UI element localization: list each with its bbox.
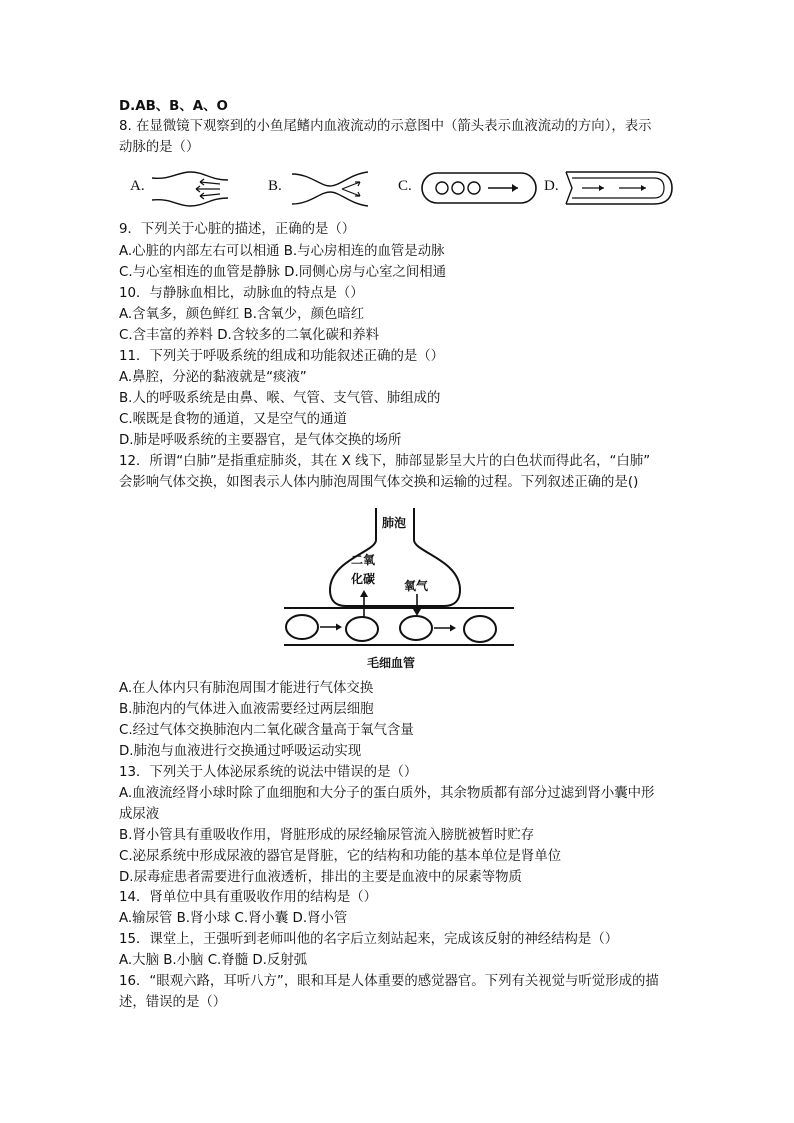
blood-cell-3 [400, 616, 432, 640]
q10-options-1: A.含氧多，颜色鲜红 B.含氧少，颜色暗红 [119, 307, 365, 322]
blood-cell-1 [286, 615, 318, 639]
fig8-vessel-c [420, 170, 540, 206]
fig8-label-c: C. [398, 178, 412, 194]
q11-option-d: D.肺是呼吸系统的主要器官，是气体交换的场所 [119, 433, 402, 448]
q13-option-b: B.肾小管具有重吸收作用，肾脏形成的尿经输尿管流入膀胱被暂时贮存 [119, 828, 535, 843]
q14-options: A.输尿管 B.肾小球 C.肾小囊 D.肾小管 [119, 911, 348, 926]
q10-stem: 10．与静脉血相比，动脉血的特点是（） [119, 286, 364, 301]
q12-option-a: A.在人体内只有肺泡周围才能进行气体交换 [119, 681, 374, 696]
capillary-label: 毛细血管 [367, 656, 416, 670]
q12-option-b: B.肺泡内的气体进入血液需要经过两层细胞 [119, 702, 374, 717]
q15-stem: 15．课堂上，王强听到老师叫他的名字后立刻站起来，完成该反射的神经结构是（） [119, 932, 619, 947]
fig8-label-a: A. [130, 178, 145, 194]
q12-option-c: C.经过气体交换肺泡内二氧化碳含量高于氧气含量 [119, 723, 414, 738]
q12-stem-line-2: 会影响气体交换，如图表示人体内肺泡周围气体交换和运输的过程。下列叙述正确的是() [119, 475, 639, 490]
q11-option-c: C.喉既是食物的通道，又是空气的通道 [119, 412, 347, 427]
q10-options-2: C.含丰富的养料 D.含较多的二氧化碳和养料 [119, 328, 380, 343]
fig8-label-b: B. [268, 178, 282, 194]
q12-option-d: D.肺泡与血液进行交换通过呼吸运动实现 [119, 744, 362, 759]
blood-cell-4 [464, 616, 496, 642]
q7-option-d: D.AB、B、A、O [119, 99, 228, 114]
q12-alveolus-figure [284, 500, 514, 680]
q9-options-1: A.心脏的内部左右可以相通 B.与心房相连的血管是动脉 [119, 244, 445, 259]
q13-option-a-line-1: A.血液流经肾小球时除了血细胞和大分子的蛋白质外，其余物质都有部分过滤到肾小囊中形 [119, 786, 655, 801]
co2-label-line-2: 化碳 [351, 572, 376, 586]
q11-option-b: B.人的呼吸系统是由鼻、喉、气管、支气管、肺组成的 [119, 391, 441, 406]
q13-option-c: C.泌尿系统中形成尿液的器官是肾脏，它的结构和功能的基本单位是肾单位 [119, 849, 562, 864]
q15-options: A.大脑 B.小脑 C.脊髓 D.反射弧 [119, 953, 308, 968]
q14-stem: 14．肾单位中具有重吸收作用的结构是（） [119, 890, 378, 905]
q12-stem-line-1: 12．所谓“白肺”是指重症肺炎，其在 X 线下，肺部显影呈大片的白色状而得此名，“白肺” [119, 454, 651, 469]
blood-cell-2 [346, 617, 378, 641]
q13-option-a-line-2: 成尿液 [119, 807, 160, 822]
q11-option-a: A.鼻腔，分泌的黏液就是“痰液” [119, 370, 307, 385]
q9-options-2: C.与心室相连的血管是静脉 D.同侧心房与心室之间相通 [119, 265, 447, 280]
q16-stem-line-1: 16．“眼观六路，耳听八方”，眼和耳是人体重要的感觉器官。下列有关视觉与听觉形成的描 [119, 974, 659, 989]
alveolus-label: 肺泡 [382, 516, 407, 530]
co2-label-line-1: 二氧 [351, 553, 376, 567]
fig8-vessel-d [564, 168, 674, 208]
q8-stem-line-1: 8. 在显微镜下观察到的小鱼尾鳍内血液流动的示意图中（箭头表示血液流动的方向），表示 [119, 119, 652, 134]
q8-figure [120, 166, 680, 212]
q9-stem: 9．下列关于心脏的描述，正确的是（） [119, 222, 356, 237]
q11-stem: 11．下列关于呼吸系统的组成和功能叙述正确的是（） [119, 349, 445, 364]
q16-stem-line-2: 述，错误的是（） [119, 995, 227, 1010]
fig8-vessel-b [290, 168, 370, 208]
q13-option-d: D.尿毒症患者需要进行血液透析，排出的主要是血液中的尿素等物质 [119, 870, 522, 885]
fig8-label-d: D. [544, 178, 559, 194]
q8-stem-line-2: 动脉的是（） [119, 140, 200, 155]
o2-label: 氧气 [404, 579, 429, 593]
q13-stem: 13．下列关于人体泌尿系统的说法中错误的是（） [119, 765, 418, 780]
fig8-vessel-a [150, 168, 230, 208]
